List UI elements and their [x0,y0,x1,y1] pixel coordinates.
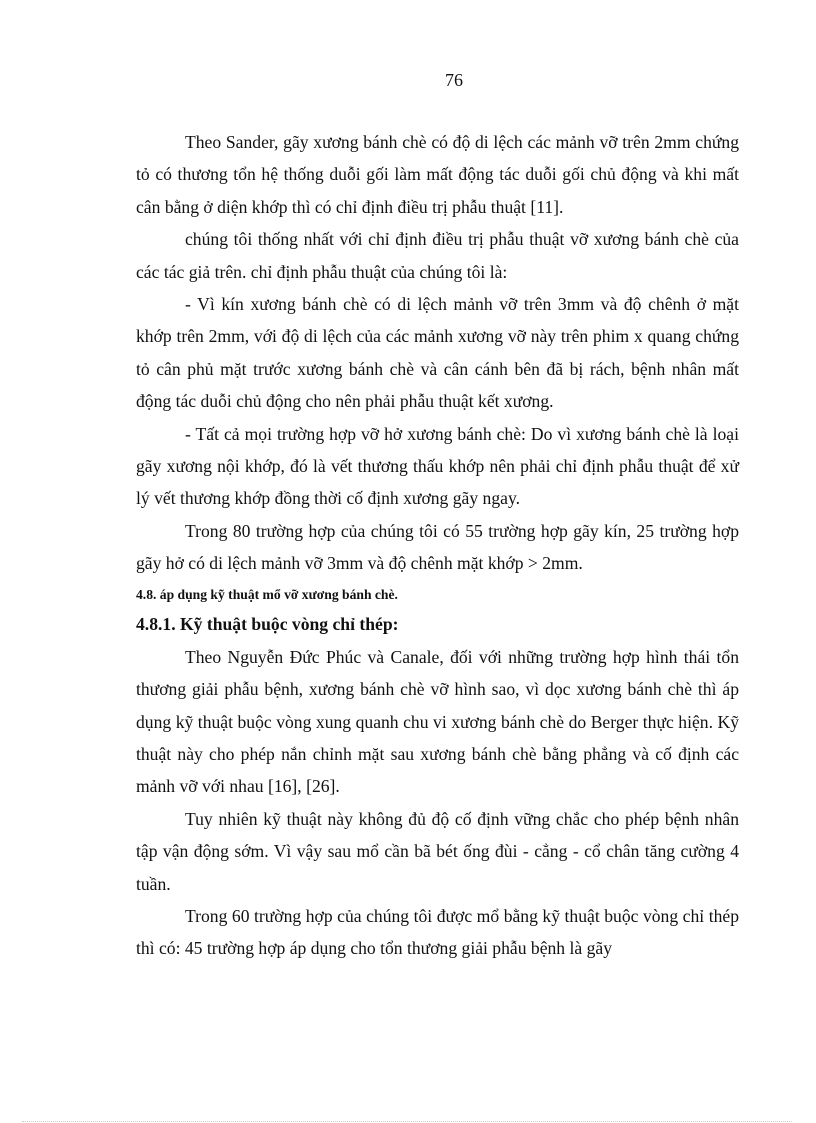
paragraph: chúng tôi thống nhất với chỉ định điều trị phẫu thuật vỡ xương bánh chè của các tác giả trên. chỉ định phẫu thuật của chúng tôi là: [136,229,739,282]
paragraph: Trong 60 trường hợp của chúng tôi được mổ bằng kỹ thuật buộc vòng chỉ thép thì có: 45 trường hợp áp dụng cho tổn thương giải phẫu bệnh là gãy [136,905,739,959]
paragraph: Theo Sander, gãy xương bánh chè có độ di lệch các mảnh vỡ trên 2mm chứng tỏ có thương tổn hệ thống duỗi gối làm mất động tác duỗi gối chủ động và khi mất cân bằng ở diện khớp thì có chỉ định điều trị phẫu thuật [11]. [136,132,739,217]
paragraph: Tuy nhiên kỹ thuật này không đủ độ cố định vững chắc cho phép bệnh nhân tập vận động sớm. Vì vậy sau mổ cần bã bét ống đùi - cẳng - cổ chân tăng cường 4 tuần. [136,808,739,894]
paragraph: - Vì kín xương bánh chè có di lệch mảnh vỡ trên 3mm và độ chênh ở mặt khớp trên 2mm, với độ di lệch của các mảnh xương vỡ này trên phim x quang chứng tỏ cân phủ mặt trước xương bánh chè và cân cánh bên đã bị rách, bệnh nhân mất động tác duỗi chủ động cho nên phải phẫu thuật kết xương. [136,294,739,412]
page-body [136,126,739,965]
page-number: 76 [445,70,463,90]
paragraph: Trong 80 trường hợp của chúng tôi có 55 trường hợp gãy kín, 25 trường hợp gãy hở có di lệch mảnh vỡ 3mm và độ chênh mặt khớp > 2mm. [136,520,739,574]
paragraph: - Tất cả mọi trường hợp vỡ hở xương bánh chè: Do vì xương bánh chè là loại gãy xương nội khớp, đó là vết thương thấu khớp nên phải chỉ định phẫu thuật để xử lý vết thương khớp đồng thời cố định xương gãy ngay. [136,423,739,509]
paragraph: Theo Nguyễn Đức Phúc và Canale, đối với những trường hợp hình thái tổn thương giải phẫu bệnh, xương bánh chè vỡ hình sao, vì dọc xương bánh chè thì áp dụng kỹ thuật buộc vòng xung quanh chu vi xương bánh chè do Berger thực hiện. Kỹ thuật này cho phép nắn chỉnh mặt sau xương bánh chè bằng phẳng và cố định các mảnh vỡ với nhau [16], [26]. [136,646,739,797]
subsection-heading: 4.8.1. Kỹ thuật buộc vòng chỉ thép: [136,613,399,634]
section-heading: 4.8. áp dụng kỹ thuật mổ vỡ xương bánh chè. [136,586,398,602]
page-bottom-border [22,1121,792,1122]
